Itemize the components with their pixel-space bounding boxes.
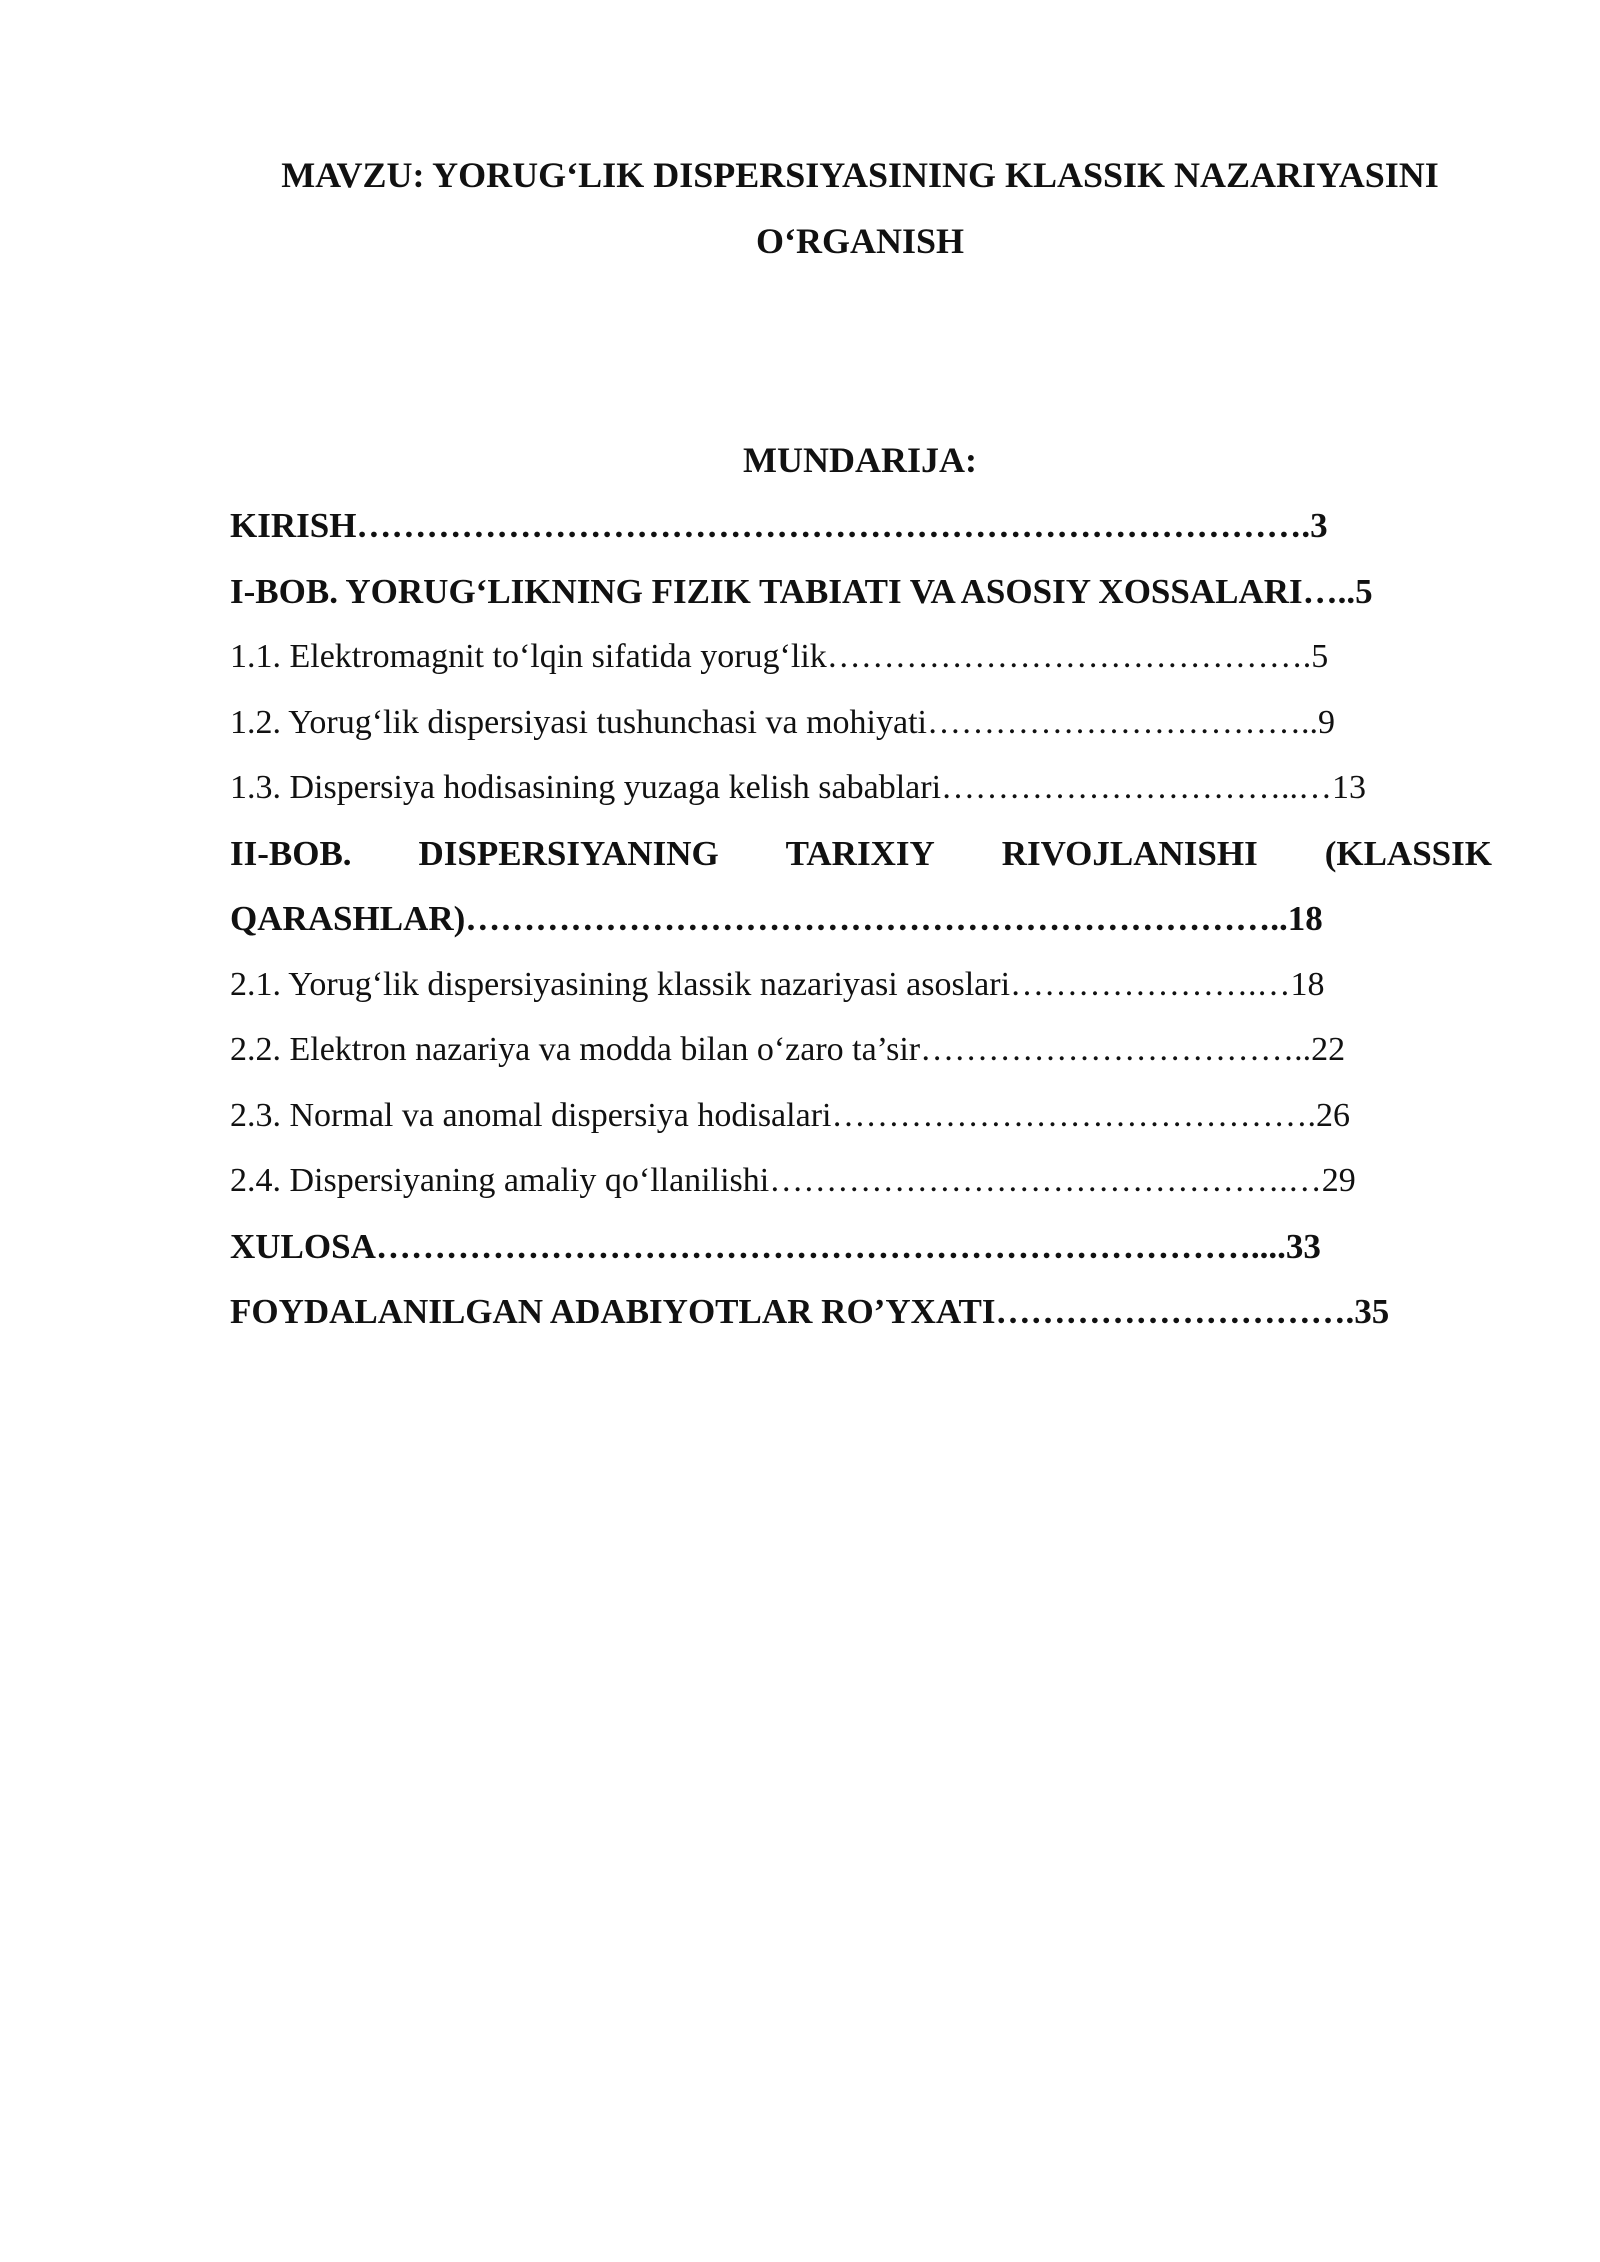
toc-entry-2-2[interactable]: 2.2. Elektron nazariya va modda bilan o‘zaro ta’sir……………………………..22 xyxy=(230,1031,1346,1068)
toc-entry-2-1[interactable]: 2.1. Yorug‘lik dispersiyasining klassik nazariyasi asoslari………………….…18 xyxy=(230,965,1325,1003)
toc-entry-2-3[interactable]: 2.3. Normal va anomal dispersiya hodisalari…………………………………….26 xyxy=(230,1096,1350,1134)
toc-entry-kirish[interactable]: KIRISH……………………………………………………………………….3 xyxy=(230,506,1328,545)
document-title-line-1: MAVZU: YORUG‘LIK DISPERSIYASINING KLASSIK NAZARIYASINI xyxy=(281,155,1439,195)
toc-entry-chapter-2[interactable] xyxy=(230,821,1492,887)
toc-word: TARIXIY xyxy=(785,833,935,873)
table-of-contents xyxy=(230,493,1492,1345)
toc-entry-1-3[interactable]: 1.3. Dispersiya hodisasining yuzaga kelish sabablari…………………………..…13 xyxy=(230,769,1367,806)
toc-word: (KLASSIK xyxy=(1324,833,1492,873)
toc-entry-chapter-2-continued[interactable]: QARASHLAR)……………………………………………………………..18 xyxy=(230,899,1323,938)
document-title-line-2: O‘RGANISH xyxy=(755,221,965,261)
toc-entry-1-2[interactable]: 1.2. Yorug‘lik dispersiyasi tushunchasi va mohiyati……………………………..9 xyxy=(230,703,1335,741)
toc-word: RIVOJLANISHI xyxy=(1001,833,1258,873)
toc-word: DISPERSIYANING xyxy=(418,833,719,873)
toc-entry-1-1[interactable]: 1.1. Elektromagnit to‘lqin sifatida yorug‘lik…………………………………….5 xyxy=(230,638,1329,675)
document-title xyxy=(230,142,1490,274)
toc-entry-2-4[interactable]: 2.4. Dispersiyaning amaliy qo‘llanilishi……………………………………….…29 xyxy=(230,1162,1356,1199)
toc-entry-chapter-1[interactable]: I-BOB. YORUG‘LIKNING FIZIK TABIATI VA ASOSIY XOSSALARI…..5 xyxy=(230,571,1373,611)
toc-entry-xulosa[interactable]: XULOSA…………………………………………………………………....33 xyxy=(230,1226,1321,1266)
toc-entry-bibliography[interactable]: FOYDALANILGAN ADABIYOTLAR RO’YXATI………………………….35 xyxy=(230,1292,1390,1331)
toc-heading: MUNDARIJA: xyxy=(743,440,977,480)
toc-word: II-BOB. xyxy=(230,833,352,873)
